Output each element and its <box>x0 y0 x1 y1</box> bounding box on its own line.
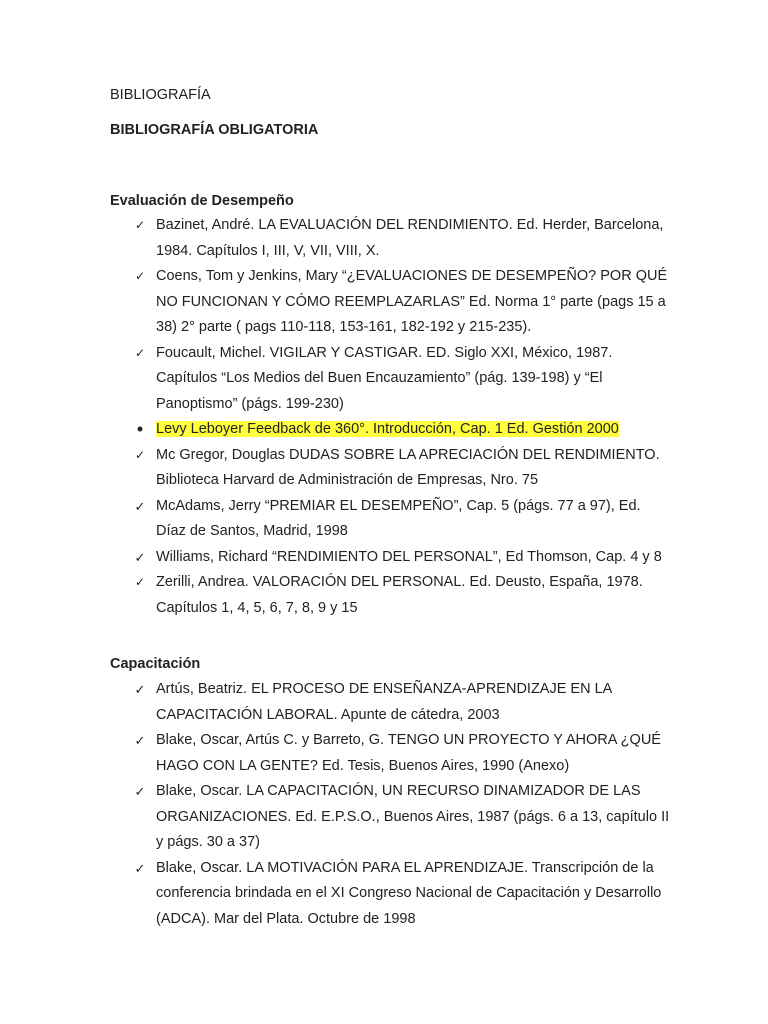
list-item <box>110 443 670 494</box>
check-icon: ✓ <box>134 860 146 876</box>
list-item <box>110 341 670 418</box>
section-title-evaluacion: Evaluación de Desempeño <box>110 193 294 209</box>
check-icon: ✓ <box>134 447 146 462</box>
list-item <box>110 570 670 621</box>
list-item-highlighted <box>110 417 670 443</box>
check-icon: ✓ <box>134 733 146 748</box>
list-item <box>110 856 670 933</box>
check-icon: ✓ <box>134 218 146 232</box>
list-item-text: Blake, Oscar. LA MOTIVACIÓN PARA EL APRENDIZAJE. Transcripción de la conferencia brindada en el XI Congreso Nacional de Capacitación y Desarrollo (ADCA). Mar del Plata. Octubre de 1998 <box>156 859 662 927</box>
list-item-text: Artús, Beatriz. EL PROCESO DE ENSEÑANZA-APRENDIZAJE EN LA CAPACITACIÓN LABORAL. Apunte de cátedra, 2003 <box>156 681 612 723</box>
check-icon: ✓ <box>134 682 146 697</box>
bullet-dot-icon: • <box>136 419 144 439</box>
list-item-text: Bazinet, André. LA EVALUACIÓN DEL RENDIMIENTO. Ed. Herder, Barcelona, 1984. Capítulos I, III, V, VII, VIII, X. <box>156 217 664 259</box>
page-subheading: BIBLIOGRAFÍA OBLIGATORIA <box>110 122 319 138</box>
list-item-text: Blake, Oscar. LA CAPACITACIÓN, UN RECURSO DINAMIZADOR DE LAS ORGANIZACIONES. Ed. E.P.S.O., Buenos Aires, 1987 (págs. 6 a 13, capítulo II y págs. 30 a 37) <box>156 783 670 850</box>
check-icon: ✓ <box>134 784 146 799</box>
list-item <box>110 494 670 545</box>
list-item <box>110 264 670 341</box>
list-item-text: Foucault, Michel. VIGILAR Y CASTIGAR. ED. Siglo XXI, México, 1987. Capítulos “Los Medios del Buen Encauzamiento” (pág. 139-198) y “El Panoptismo” (págs. 199-230) <box>156 344 613 412</box>
list-item-text: Coens, Tom y Jenkins, Mary “¿EVALUACIONES DE DESEMPEÑO? POR QUÉ NO FUNCIONAN Y CÓMO REEMPLAZARLAS” Ed. Norma 1° parte (pags 15 a 38) 2° parte ( pags 110-118, 153-161, 182-192 y 215-235). <box>156 268 668 335</box>
list-item-text: Levy Leboyer Feedback de 360°. Introducción, Cap. 1 Ed. Gestión 2000 <box>156 421 619 437</box>
list-item-text: McAdams, Jerry “PREMIAR EL DESEMPEÑO”, Cap. 5 (págs. 77 a 97), Ed. Díaz de Santos, Madrid, 1998 <box>156 497 641 539</box>
list-item <box>110 677 670 728</box>
page-heading: BIBLIOGRAFÍA <box>110 87 211 103</box>
check-icon: ✓ <box>134 549 146 565</box>
check-icon: ✓ <box>134 575 146 589</box>
list-item-text: Blake, Oscar, Artús C. y Barreto, G. TENGO UN PROYECTO Y AHORA ¿QUÉ HAGO CON LA GENTE? Ed. Tesis, Buenos Aires, 1990 (Anexo) <box>156 732 661 774</box>
section-title-capacitacion: Capacitación <box>110 656 201 672</box>
capacitacion-list <box>110 677 670 932</box>
list-item <box>110 213 670 264</box>
check-icon: ✓ <box>134 498 146 514</box>
check-icon: ✓ <box>134 269 146 283</box>
list-item <box>110 728 670 779</box>
list-item-text: Zerilli, Andrea. VALORACIÓN DEL PERSONAL. Ed. Deusto, España, 1978. Capítulos 1, 4, 5, 6, 7, 8, 9 y 15 <box>156 574 643 616</box>
list-item-text: Williams, Richard “RENDIMIENTO DEL PERSONAL”, Ed Thomson, Cap. 4 y 8 <box>156 548 662 565</box>
list-item <box>110 545 670 571</box>
check-icon: ✓ <box>134 345 146 360</box>
evaluacion-list <box>110 213 670 621</box>
list-item-text: Mc Gregor, Douglas DUDAS SOBRE LA APRECIACIÓN DEL RENDIMIENTO. Biblioteca Harvard de Administración de Empresas, Nro. 75 <box>156 446 660 488</box>
list-item <box>110 779 670 856</box>
